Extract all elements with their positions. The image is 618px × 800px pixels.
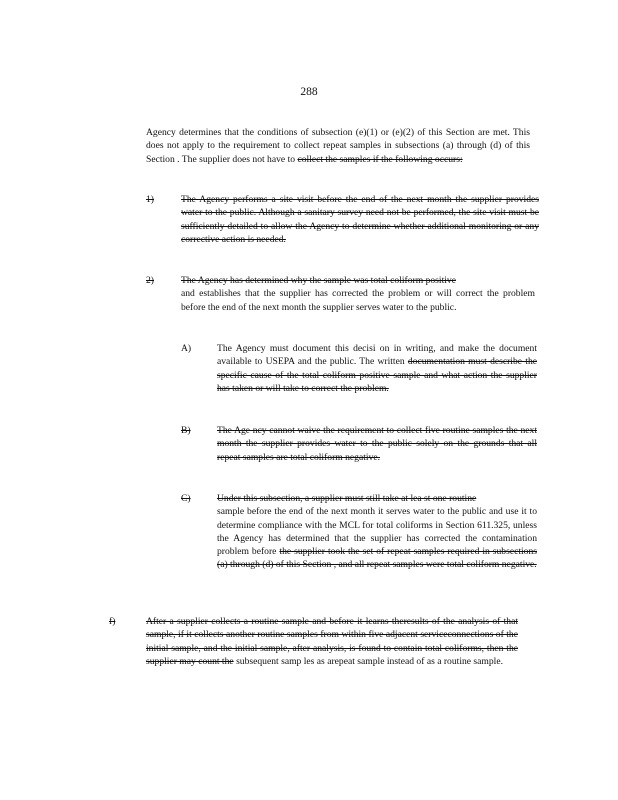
sub-c-text: sample before the end of the next month it serves water to the public and use it to determine compliance with the MCL for total coliforms in Section 611.325, unless the Agency has determined that the supplier has corrected the contamination problem before bbox=[217, 506, 537, 558]
sub-c-struck-end: the supplier took the set of repeat samples required in subsections (a) through (d) of this Section , and all repeat samples were total coliform negative. bbox=[217, 546, 538, 571]
sub-a-paragraph bbox=[217, 342, 537, 395]
sub-b-paragraph bbox=[217, 424, 537, 464]
item-1-struck-text: The Agency performs a site visit before the end of the next month the supplier provides water to the public. Although a sanitary survey need not be performed, the site visit must be sufficiently detailed to allow the Agency to determine whether additional monitoring or any corrective action is needed. bbox=[181, 194, 539, 245]
item-1-label: 1) bbox=[146, 194, 154, 205]
sub-a-text: The Agency must document this decisi on in writing, and make the document available to USEPA and the public. The written bbox=[217, 343, 537, 368]
sub-c-struck-start: Under this subsection, a supplier must still take at lea st one routine bbox=[217, 493, 477, 504]
item-2-label: 2) bbox=[146, 275, 154, 286]
sub-b-label: B) bbox=[181, 425, 191, 436]
intro-struck-text: collect the samples if the following occurs: bbox=[297, 153, 463, 165]
item-f-paragraph bbox=[146, 615, 518, 668]
intro-paragraph bbox=[146, 126, 530, 166]
item-2-paragraph bbox=[181, 274, 535, 314]
sub-b-struck-text: The Age ncy cannot waive the requirement to collect five routine samples the next month the supplier provides water to the public solely on the grounds that all repeat samples are total coliform negative. bbox=[217, 425, 537, 463]
item-1-paragraph bbox=[181, 193, 539, 246]
sub-a-struck-text: documentation must describe the specific cause of the total coliform positive sample and what action the supplier has taken or will take to correct the problem. bbox=[217, 356, 537, 394]
item-2-struck-text: The Agency has determined why the sample was total coliform positive bbox=[181, 275, 456, 286]
page-number: 288 bbox=[300, 86, 318, 98]
item-f-label: f) bbox=[109, 616, 116, 627]
sub-c-label: C) bbox=[181, 493, 191, 504]
item-f-text: subsequent samp les as arepeat sample instead of as a routine sample. bbox=[236, 655, 504, 667]
sub-a-label: A) bbox=[181, 343, 192, 354]
intro-text: Agency determines that the conditions of subsection (e)(1) or (e)(2) of this Section are met. This does not apply to the requirement to collect repeat samples in subsections (a) through (d) of this Section . The supplier does not have to bbox=[146, 127, 530, 165]
item-2-text: and establishes that the supplier has corrected the problem or will correct the problem before the end of the next month the supplier serves water to the public. bbox=[181, 288, 535, 313]
item-f-struck-text: After a supplier collects a routine sample and before it learns theresults of the analysis of that sample, if it collects another routine samples from within five adjacent serviceconnections of the initial sample, and the initial sample, after analysis, is found to contain total coliforms, then the supplier may count the bbox=[146, 616, 518, 667]
sub-c-paragraph bbox=[217, 492, 537, 572]
